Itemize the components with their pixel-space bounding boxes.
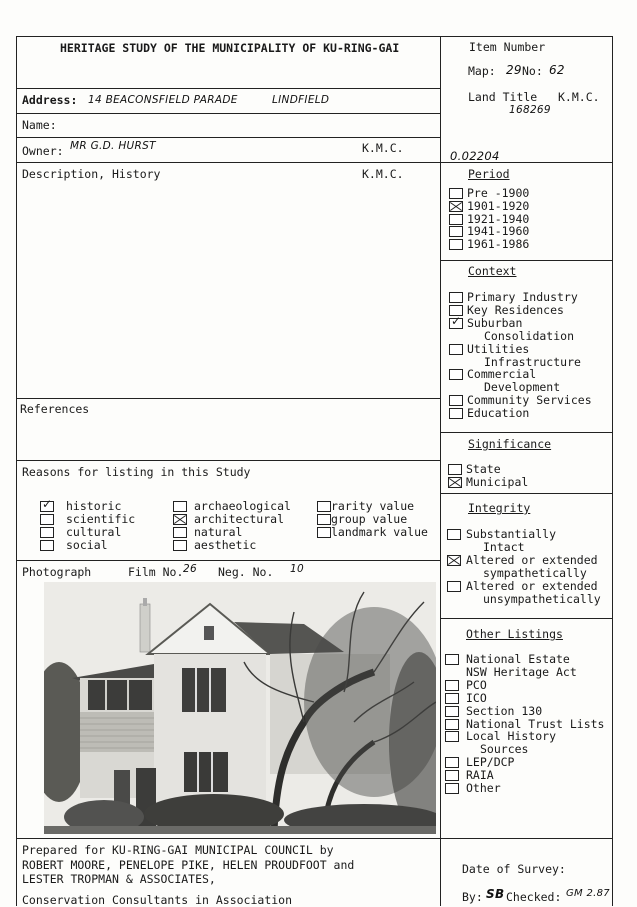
rule xyxy=(16,838,441,839)
reason-option: historic xyxy=(66,499,121,513)
significance-heading: Significance xyxy=(468,437,551,451)
period-option: 1961-1986 xyxy=(467,237,529,251)
period-option: 1921-1940 xyxy=(467,212,529,226)
context-option: Infrastructure xyxy=(484,355,581,369)
checkbox-empty[interactable] xyxy=(173,540,187,551)
reason-option: scientific xyxy=(66,512,135,526)
checkbox-empty[interactable] xyxy=(40,514,54,525)
prepared-line: Prepared for KU-RING-GAI MUNICIPAL COUNCIL by xyxy=(22,843,354,858)
integrity-heading: Integrity xyxy=(468,501,530,515)
context-option: Education xyxy=(467,406,529,420)
other-listings-option: Local History xyxy=(466,729,556,743)
checkbox-empty[interactable] xyxy=(40,527,54,538)
reason-option: archaeological xyxy=(194,499,291,513)
significance-option: Municipal xyxy=(466,475,528,489)
no-value: 62 xyxy=(549,63,565,77)
other-listings-option: RAIA xyxy=(466,768,494,782)
map-value: 29 xyxy=(506,63,522,77)
checkbox-empty[interactable] xyxy=(449,214,463,225)
checkbox-crossed[interactable] xyxy=(448,477,462,488)
item-number-label: Item Number xyxy=(469,40,545,54)
checkbox-empty[interactable] xyxy=(445,706,459,717)
other-listings-option: National Estate xyxy=(466,652,570,666)
rule xyxy=(440,493,613,494)
prepared-line: LESTER TROPMAN & ASSOCIATES, xyxy=(22,872,354,887)
other-listings-option: Other xyxy=(466,781,501,795)
reason-option: cultural xyxy=(66,525,121,539)
context-option: Key Residences xyxy=(467,303,564,317)
context-option: Consolidation xyxy=(484,329,574,343)
significance-option: State xyxy=(466,462,501,476)
checkbox-empty[interactable] xyxy=(173,527,187,538)
checkbox-empty[interactable] xyxy=(449,239,463,250)
land-title-value: 168269 xyxy=(509,104,551,116)
context-option: Community Services xyxy=(467,393,592,407)
checkbox-empty[interactable] xyxy=(445,757,459,768)
house-photograph xyxy=(44,582,436,834)
checkbox-empty[interactable] xyxy=(449,395,463,406)
column-divider xyxy=(440,36,441,906)
rule xyxy=(440,260,613,261)
no-label: No: xyxy=(522,64,543,78)
checkbox-empty[interactable] xyxy=(445,783,459,794)
checkbox-empty[interactable] xyxy=(317,501,331,512)
rule xyxy=(16,560,441,561)
description-kmc: K.M.C. xyxy=(362,167,404,181)
period-option: 1901-1920 xyxy=(467,199,529,213)
other-listings-option: ICO xyxy=(466,691,487,705)
checkbox-crossed[interactable] xyxy=(447,555,461,566)
checkbox-empty[interactable] xyxy=(445,770,459,781)
checkbox-empty[interactable] xyxy=(449,344,463,355)
period-heading: Period xyxy=(468,167,510,181)
reason-option: architectural xyxy=(194,512,284,526)
context-option: Commercial xyxy=(467,367,536,381)
land-title-label: Land Title xyxy=(468,90,537,104)
description-label: Description, History xyxy=(22,167,160,181)
checkbox-empty[interactable] xyxy=(445,693,459,704)
owner-kmc: K.M.C. xyxy=(362,141,404,155)
checkbox-ticked[interactable] xyxy=(40,501,54,512)
rule xyxy=(16,460,441,461)
checkbox-empty[interactable] xyxy=(449,226,463,237)
checked-label: Checked: xyxy=(506,890,561,904)
owner-value: MR G.D. HURST xyxy=(70,140,156,152)
checkbox-empty[interactable] xyxy=(447,581,461,592)
context-option: Utilities xyxy=(467,342,529,356)
reason-option: aesthetic xyxy=(194,538,256,552)
map-label: Map: xyxy=(468,64,496,78)
checkbox-crossed[interactable] xyxy=(173,514,187,525)
address-label: Address: xyxy=(22,93,77,107)
border-top xyxy=(16,36,613,37)
rule xyxy=(16,137,441,138)
checkbox-empty[interactable] xyxy=(445,719,459,730)
references-label: References xyxy=(20,402,89,416)
by-value: SB xyxy=(486,887,504,901)
other-listings-option: PCO xyxy=(466,678,487,692)
checkbox-empty[interactable] xyxy=(449,292,463,303)
checkbox-empty[interactable] xyxy=(449,408,463,419)
prepared-by-block xyxy=(22,843,354,907)
checkbox-empty[interactable] xyxy=(173,501,187,512)
context-option: Development xyxy=(484,380,560,394)
integrity-option: Altered or extended xyxy=(466,553,598,567)
border-left xyxy=(16,36,17,906)
rule xyxy=(16,162,441,163)
reason-option: group value xyxy=(331,512,407,526)
checkbox-empty[interactable] xyxy=(449,188,463,199)
land-title-kmc: K.M.C. xyxy=(558,90,600,104)
context-option: Suburban xyxy=(467,316,522,330)
prepared-line: Conservation Consultants in Association xyxy=(22,893,354,907)
checkbox-empty[interactable] xyxy=(317,514,331,525)
address-suburb: LINDFIELD xyxy=(272,94,329,106)
checkbox-empty[interactable] xyxy=(449,369,463,380)
checkbox-empty[interactable] xyxy=(445,680,459,691)
checkbox-empty[interactable] xyxy=(445,654,459,665)
rule xyxy=(16,113,441,114)
reason-option: rarity value xyxy=(331,499,414,513)
rule xyxy=(440,432,613,433)
rule xyxy=(440,838,613,839)
rule xyxy=(440,618,613,619)
prepared-line: ROBERT MOORE, PENELOPE PIKE, HELEN PROUDFOOT and xyxy=(22,858,354,873)
integrity-option: Altered or extended xyxy=(466,579,598,593)
period-option: 1941-1960 xyxy=(467,224,529,238)
name-label: Name: xyxy=(22,118,57,132)
rule xyxy=(16,88,441,89)
integrity-option: unsympathetically xyxy=(483,592,601,606)
other-listings-option: National Trust Lists xyxy=(466,717,604,731)
house-photograph-drawing xyxy=(44,582,436,834)
by-label: By: xyxy=(462,890,483,904)
form-title: HERITAGE STUDY OF THE MUNICIPALITY OF KU-RING-GAI xyxy=(60,41,399,55)
border-right xyxy=(612,36,613,906)
reason-option: natural xyxy=(194,525,242,539)
film-value: 26 xyxy=(183,563,197,575)
checked-value: GM 2.87 xyxy=(566,888,610,899)
checkbox-empty[interactable] xyxy=(447,529,461,540)
reason-option: landmark value xyxy=(331,525,428,539)
owner-ref: 0.02204 xyxy=(450,149,500,163)
reasons-label: Reasons for listing in this Study xyxy=(22,465,250,479)
other-listings-option: Sources xyxy=(480,742,528,756)
other-listings-option: LEP/DCP xyxy=(466,755,514,769)
other-listings-option: Section 130 xyxy=(466,704,542,718)
other-listings-heading: Other Listings xyxy=(466,627,563,641)
owner-label: Owner: xyxy=(22,144,64,158)
integrity-option: Intact xyxy=(483,540,525,554)
date-of-survey-label: Date of Survey: xyxy=(462,862,566,876)
other-listings-option: NSW Heritage Act xyxy=(466,665,577,679)
address-street: 14 BEACONSFIELD PARADE xyxy=(88,94,238,106)
checkbox-crossed[interactable] xyxy=(449,201,463,212)
checkbox-ticked[interactable] xyxy=(449,318,463,329)
photograph-label: Photograph xyxy=(22,565,91,579)
context-heading: Context xyxy=(468,264,516,278)
checkbox-empty[interactable] xyxy=(40,540,54,551)
context-option: Primary Industry xyxy=(467,290,578,304)
checkbox-empty[interactable] xyxy=(448,464,462,475)
neg-value: 10 xyxy=(290,563,304,575)
rule xyxy=(16,398,441,399)
neg-label: Neg. No. xyxy=(218,565,273,579)
checkbox-empty[interactable] xyxy=(445,731,459,742)
film-label: Film No. xyxy=(128,565,183,579)
reason-option: social xyxy=(66,538,108,552)
checkbox-empty[interactable] xyxy=(317,527,331,538)
integrity-option: sympathetically xyxy=(483,566,587,580)
integrity-option: Substantially xyxy=(466,527,556,541)
period-option: Pre -1900 xyxy=(467,186,529,200)
